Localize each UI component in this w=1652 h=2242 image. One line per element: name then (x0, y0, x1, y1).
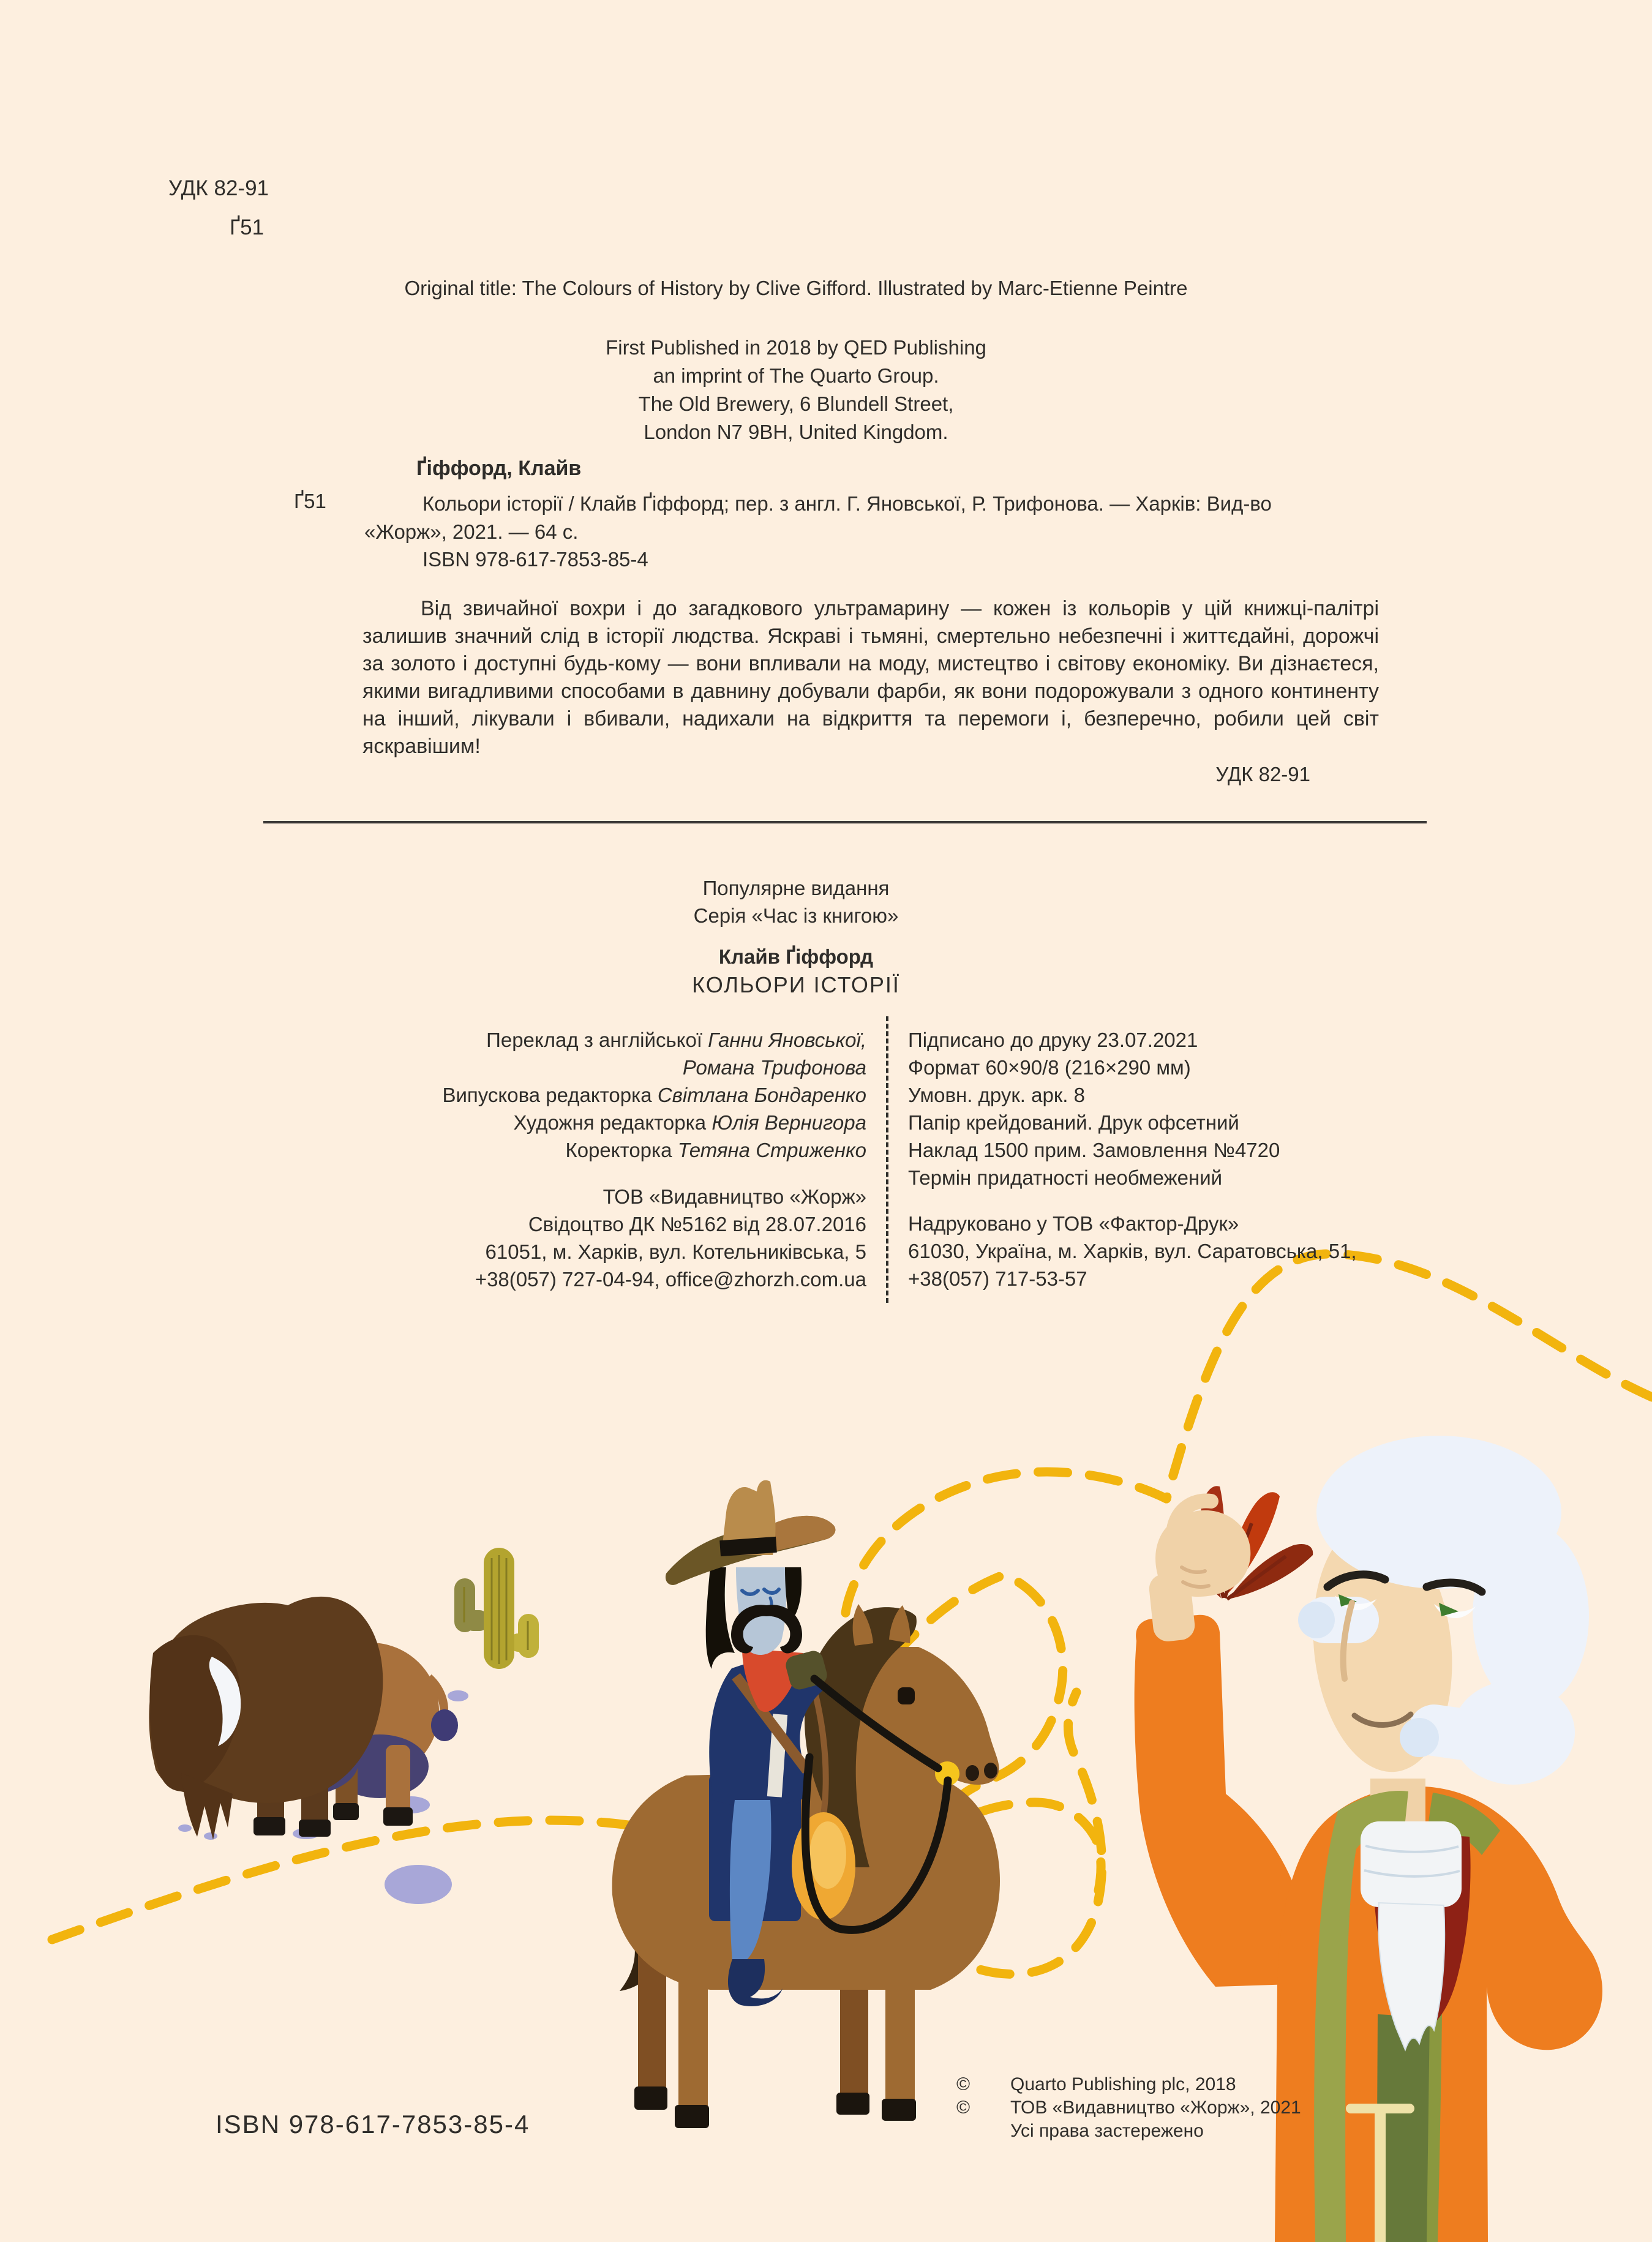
print-info-line: Підписано до друку 23.07.2021 (908, 1029, 1198, 1051)
publisher-info-line: ТОВ «Видавництво «Жорж» (603, 1185, 866, 1208)
print-info-block (908, 1026, 1582, 1191)
bison-tail-tuft (431, 1709, 458, 1741)
printer-info-line: Надруковано у ТОВ «Фактор-Друк» (908, 1212, 1239, 1235)
publisher-line: First Published in 2018 by QED Publishing (606, 336, 986, 359)
print-info-line: Умовн. друк. арк. 8 (908, 1084, 1085, 1106)
publisher-line: an imprint of The Quarto Group. (653, 364, 939, 387)
cowboy-hair (706, 1567, 735, 1669)
catalog-index-code: Ґ51 (294, 490, 326, 512)
vertical-dashed-divider (886, 1016, 888, 1303)
horse-nostril (984, 1763, 997, 1779)
printer-info-line: 61030, Україна, м. Харків, вул. Саратовська, 51, (908, 1240, 1357, 1262)
udk-classification: УДК 82-91 (168, 176, 269, 200)
publisher-line: The Old Brewery, 6 Blundell Street, (638, 392, 954, 415)
cravat-wrap (1361, 1821, 1462, 1907)
credit-line: Коректорка Тетяна Стриженко (565, 1139, 866, 1161)
print-info-line: Папір крейдований. Друк офсетний (908, 1111, 1239, 1134)
publisher-info-block (257, 1183, 866, 1293)
original-title-line: Original title: The Colours of History by Clive Gifford. Illustrated by Marc-Etienne Peintre (404, 277, 1188, 299)
printer-info-line: +38(057) 717-53-57 (908, 1267, 1087, 1290)
isbn-catalog: ISBN 978-617-7853-85-4 (422, 548, 648, 571)
copyright-line: ТОВ «Видавництво «Жорж», 2021 (1010, 2098, 1301, 2118)
catalog-entry (364, 490, 1387, 546)
credit-line: Випускова редакторка Світлана Бондаренко (442, 1084, 866, 1106)
publisher-info-line: 61051, м. Харків, вул. Котельниківська, 5 (485, 1240, 866, 1263)
catalog-entry-line: «Жорж», 2021. — 64 с. (364, 520, 579, 543)
series-block (257, 874, 1335, 929)
horse-eye (898, 1687, 915, 1704)
copyright-symbol: © (956, 2074, 971, 2094)
annotation-paragraph: Від звичайної вохри і до загадкового ультрамарину — кожен із кольорів у цій книжці-палітрі залишив значний слід в історії людства. Яскраві і тьмяні, смертельно небезпечні і життєдайні, дорожчі за золото і доступні будь-кому — вони впливали на моду, мистецтво і світову економіку. Ви дізнаєтеся, якими вигадливими способами в давнину добували фарби, як вони подорожували з одного континенту на інший, лікували і вбивали, надихали на відкриття та перемоги і, безперечно, робили цей світ яскравішим! (362, 597, 1379, 758)
cane-stem (1375, 2111, 1386, 2242)
isbn-bottom: ISBN 978-617-7853-85-4 (216, 2110, 530, 2139)
cactus (454, 1548, 539, 1669)
copyright-line: Усі права застережено (1010, 2121, 1204, 2141)
copyright-line: Quarto Publishing plc, 2018 (1010, 2074, 1236, 2094)
series-name: Серія «Час із книгою» (693, 904, 899, 927)
print-info-line: Формат 60×90/8 (216×290 мм) (908, 1056, 1191, 1079)
horizontal-divider (263, 821, 1427, 823)
credit-line: Переклад з англійської Ганни Яновської, (486, 1029, 866, 1051)
catalog-author: Ґіффорд, Клайв (416, 457, 582, 480)
title-block (257, 943, 1335, 999)
copyright-symbol (956, 2120, 1010, 2143)
credit-line: Романа Трифонова (682, 1056, 866, 1079)
publisher-line: London N7 9BH, United Kingdom. (644, 421, 948, 443)
original-publisher-block (257, 334, 1335, 446)
publisher-info-line: +38(057) 727-04-94, office@zhorzh.com.ua (475, 1268, 866, 1291)
horse-nostril (966, 1765, 979, 1781)
author-sign-code: Ґ51 (230, 216, 265, 239)
udk-repeat: УДК 82-91 (1215, 763, 1310, 785)
catalog-entry-line: Кольори історії / Клайв Ґіффорд; пер. з англ. Г. Яновської, Р. Трифонова. — Харків: Вид-во (422, 492, 1272, 515)
copyright-symbol: © (956, 2098, 971, 2118)
print-info-line: Термін придатності необмежений (908, 1166, 1223, 1189)
publisher-info-line: Свідоцтво ДК №5162 від 28.07.2016 (528, 1213, 866, 1235)
print-info-line: Наклад 1500 прим. Замовлення №4720 (908, 1139, 1280, 1161)
edition-type: Популярне видання (702, 877, 890, 899)
book-author: Клайв Ґіффорд (718, 945, 874, 968)
book-title: КОЛЬОРИ ІСТОРІЇ (692, 972, 900, 997)
copyright-block (956, 2073, 1301, 2143)
credit-line: Художня редакторка Юлія Вернигора (513, 1111, 866, 1134)
printer-info-block (908, 1210, 1582, 1292)
credits-column (257, 1026, 866, 1164)
